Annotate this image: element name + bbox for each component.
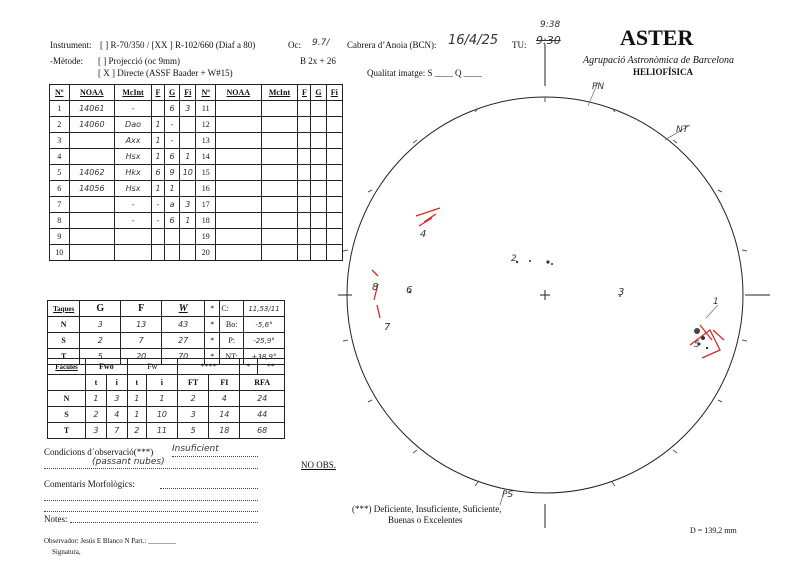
facules-row-label: N (48, 391, 86, 407)
header-g-right: G (311, 85, 326, 101)
taques-row-label: N (48, 317, 80, 333)
ps-label: PS (502, 490, 514, 500)
group-cell-n: 6 (50, 181, 70, 197)
nt-label: NT (676, 125, 689, 135)
group-2-label: 2 (511, 254, 517, 264)
facules-header: i (146, 375, 177, 391)
signature-label: Signatura, (52, 548, 81, 556)
facules-row-label: S (48, 407, 86, 423)
group-cell-n: 3 (50, 133, 70, 149)
taques-star: * (205, 333, 220, 349)
instrument-label: Instrument: (50, 40, 92, 50)
group-7-label: 7 (384, 322, 391, 333)
group-right-number: 20 (196, 245, 216, 261)
header-n-right: Nº (196, 85, 216, 101)
header-n: Nº (50, 85, 70, 101)
header-fi: Fi (180, 85, 196, 101)
taques-side-value: -5,6° (244, 317, 285, 333)
taques-side-value: +38,9° (244, 349, 285, 365)
group-cell-g: 6 (165, 213, 180, 229)
taques-cell-f: 7 (121, 333, 162, 349)
facules-header: FT (177, 375, 208, 391)
taques-cell-w: 70 (162, 349, 205, 365)
facules-cell: 24 (240, 391, 285, 407)
brand-name: ASTER (620, 25, 694, 50)
group-cell-noaa: 14062 (69, 165, 115, 181)
taques-cell-w: 27 (162, 333, 205, 349)
facules-cell: 44 (240, 407, 285, 423)
facules-header: t (86, 375, 107, 391)
header-mcint: McInt (115, 85, 152, 101)
group-8-label: 8 (372, 282, 379, 293)
stars4-label: **** (177, 359, 239, 375)
facules-title: Fàcules (48, 359, 86, 375)
group-right-number: 11 (196, 101, 216, 117)
facules-header: t (127, 375, 146, 391)
group-right-number: 17 (196, 197, 216, 213)
header-noaa-right: NOAA (215, 85, 261, 101)
diameter-label: D = 139,2 mm (690, 526, 737, 535)
location-label: Cabrera d’Anoia (BCN): (347, 40, 437, 50)
group-cell-noaa: 14061 (69, 101, 115, 117)
facules-cell: 1 (86, 391, 107, 407)
facules-cell: 2 (177, 391, 208, 407)
group-cell-mcint: Hsx (115, 149, 152, 165)
group-cell-mcint: - (115, 197, 152, 213)
group-6-label: 6 (406, 285, 413, 296)
group-cell-noaa: 14056 (69, 181, 115, 197)
group-cell-n: 1 (50, 101, 70, 117)
group-right-number: 14 (196, 149, 216, 165)
facules-cell: 7 (106, 423, 127, 439)
taques-side-value: -25,9° (244, 333, 285, 349)
group-cell-g: 9 (165, 165, 180, 181)
taques-cell-g: 3 (80, 317, 121, 333)
group-cell-f: 1 (151, 181, 164, 197)
morph-label: Comentaris Morfològics: (44, 479, 135, 489)
taques-h-f: F (121, 301, 162, 317)
group-4-label: 4 (420, 229, 427, 240)
tu-label: TU: (512, 40, 527, 50)
group-right-number: 16 (196, 181, 216, 197)
group-cell-n: 2 (50, 117, 70, 133)
b-label: B 2x + 26 (300, 56, 336, 66)
facules-header: RFA (240, 375, 285, 391)
method-projection: [ ] Projecció (oc 9mm) (98, 56, 180, 66)
group-cell-mcint: Dao (115, 117, 152, 133)
facules-header: i (106, 375, 127, 391)
group-cell-g: 6 (165, 149, 180, 165)
header-f-right: F (298, 85, 311, 101)
header-mcint-right: McInt (261, 85, 298, 101)
brand-section: HELIOFÍSICA (633, 67, 694, 77)
taques-cell-f: 13 (121, 317, 162, 333)
instrument-options: [ ] R-70/350 / [XX ] R-102/660 (Diaf a 80) (100, 40, 256, 50)
taques-row-label: S (48, 333, 80, 349)
header-f: F (151, 85, 164, 101)
tu-value: 9:30 (536, 34, 561, 47)
notes-label: Notes: (44, 514, 68, 524)
group-cell-fi: 10 (180, 165, 196, 181)
group-cell-g: - (165, 133, 180, 149)
facules-cell: 3 (177, 407, 208, 423)
observer-label: Observador: Jesús E Blanco N Part.: ________ (44, 537, 177, 545)
group-5-label: 5 (694, 340, 700, 350)
facules-cell: 3 (106, 391, 127, 407)
group-cell-f: 1 (151, 117, 164, 133)
taques-h-w: W (162, 301, 205, 317)
taques-h-g: G (80, 301, 121, 317)
group-cell-n: 7 (50, 197, 70, 213)
taques-side-label: P: (220, 333, 244, 349)
no-obs: NO OBS. (301, 460, 337, 470)
group-cell-g: - (165, 117, 180, 133)
header-noaa: NOAA (69, 85, 115, 101)
pn-label: PN (592, 82, 605, 92)
group-cell-f: 1 (151, 133, 164, 149)
oc-label: Oc: (288, 40, 301, 50)
stars-label: * (240, 359, 257, 375)
facules-cell: 1 (127, 391, 146, 407)
group-right-number: 19 (196, 229, 216, 245)
date-value: 16/4/25 (448, 33, 499, 48)
facules-cell: 14 (209, 407, 240, 423)
header-fi-right: Fi (326, 85, 342, 101)
group-cell-n: 4 (50, 149, 70, 165)
facules-cell: 2 (127, 423, 146, 439)
brand-org: Agrupació Astronòmica de Barcelona (583, 55, 734, 66)
group-cell-mcint: - (115, 213, 152, 229)
taques-star: * (205, 317, 220, 333)
method-direct: [ X ] Directe (ASSF Baader + W#15) (98, 68, 233, 78)
taques-star: * (205, 349, 220, 365)
header-g: G (165, 85, 180, 101)
c-value: 11,53/11 (244, 301, 285, 317)
fwo-label: Fwo (86, 359, 128, 375)
group-cell-f: 6 (151, 165, 164, 181)
conditions-label: Condicions d´observació(***) (44, 447, 154, 457)
group-cell-fi: 3 (180, 101, 196, 117)
group-right-number: 18 (196, 213, 216, 229)
facules-cell: 1 (127, 407, 146, 423)
taques-title: Taques (48, 301, 80, 317)
group-cell-g: a (165, 197, 180, 213)
group-cell-f: - (151, 213, 164, 229)
group-cell-f: 1 (151, 149, 164, 165)
oc-value: 9.7/ (312, 38, 330, 48)
method-label: -Mètode: (50, 56, 83, 66)
stars2-label: ** (257, 359, 284, 375)
taques-cell-g: 2 (80, 333, 121, 349)
facules-cell: 3 (86, 423, 107, 439)
group-cell-mcint: Axx (115, 133, 152, 149)
facules-cell: 18 (209, 423, 240, 439)
tu-value-top: 9:38 (540, 20, 561, 30)
group-right-number: 13 (196, 133, 216, 149)
group-cell-mcint: - (115, 101, 152, 117)
group-cell-g: 1 (165, 181, 180, 197)
taques-cell-w: 43 (162, 317, 205, 333)
group-cell-n: 8 (50, 213, 70, 229)
taques-table: Taques G F W * C: 11,53/11 N 3 13 43 * Bo: -5,6° S 2 7 27 * P: -25,9° T 5 20 70 * NT: +38,9° (47, 300, 285, 365)
taques-side-label: NT: (220, 349, 244, 365)
group-right-number: 15 (196, 165, 216, 181)
conditions-value2: (passant nubes) (92, 457, 165, 467)
group-cell-g: 6 (165, 101, 180, 117)
legend-line1: (***) Deficiente, Insuficiente, Suficiente, (352, 504, 502, 514)
facules-cell: 4 (209, 391, 240, 407)
facules-cell: 11 (146, 423, 177, 439)
taques-cell-g: 5 (80, 349, 121, 365)
group-cell-n: 10 (50, 245, 70, 261)
facules-cell: 68 (240, 423, 285, 439)
fw-label: Fw (127, 359, 177, 375)
facules-cell: 5 (177, 423, 208, 439)
conditions-value: Insuficient (172, 444, 219, 454)
quality-label: Qualitat imatge: S ____ Q ____ (367, 68, 482, 78)
facules-cell: 1 (146, 391, 177, 407)
group-cell-n: 9 (50, 229, 70, 245)
group-cell-n: 5 (50, 165, 70, 181)
c-label: C: (220, 301, 244, 317)
group-cell-mcint: Hkx (115, 165, 152, 181)
group-cell-fi: 3 (180, 197, 196, 213)
group-cell-fi: 1 (180, 213, 196, 229)
group-cell-mcint: Hsx (115, 181, 152, 197)
sunspots (409, 260, 708, 349)
facules-row-label: T (48, 423, 86, 439)
group-cell-noaa: 14060 (69, 117, 115, 133)
group-3-label: 3 (618, 287, 625, 298)
legend-line2: Buenas o Excelentes (388, 515, 463, 525)
facules-cell: 10 (146, 407, 177, 423)
taques-row-label: T (48, 349, 80, 365)
taques-cell-f: 20 (121, 349, 162, 365)
group-cell-f: - (151, 197, 164, 213)
facules-header: FI (209, 375, 240, 391)
group-cell-fi: 1 (180, 149, 196, 165)
group-right-number: 12 (196, 117, 216, 133)
facules-cell: 4 (106, 407, 127, 423)
group-1-label: 1 (713, 297, 719, 307)
taques-side-label: Bo: (220, 317, 244, 333)
facules-cell: 2 (86, 407, 107, 423)
